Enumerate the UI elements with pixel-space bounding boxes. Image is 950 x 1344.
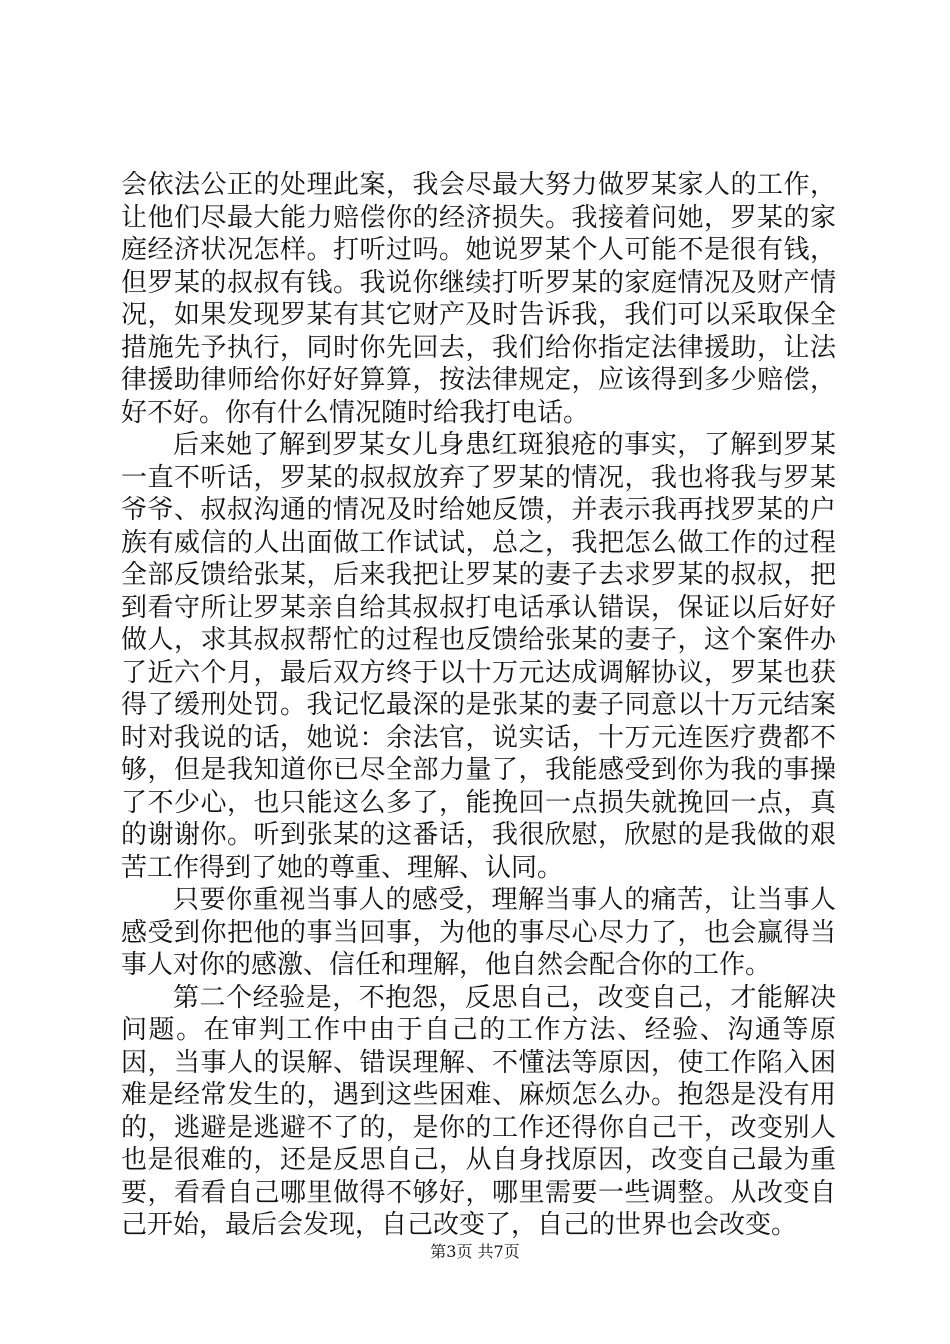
paragraph-1: 会依法公正的处理此案，我会尽最大努力做罗某家人的工作，让他们尽最大能力赔偿你的经济损失。我接着问她，罗某的家庭经济状况怎样。打听过吗。她说罗某个人可能不是很有钱，但罗某的叔叔有钱。我说你继续打听罗某的家庭情况及财产情况，如果发现罗某有其它财产及时告诉我，我们可以采取保全措施先予执行，同时你先回去，我们给你指定法律援助，让法律援助律师给你好好算算，按法律规定，应该得到多少赔偿，好不好。你有什么情况随时给我打电话。: [121, 170, 836, 428]
paragraph-2: 后来她了解到罗某女儿身患红斑狼疮的事实，了解到罗某一直不听话，罗某的叔叔放弃了罗某的情况，我也将我与罗某爷爷、叔叔沟通的情况及时给她反馈，并表示我再找罗某的户族有威信的人出面做工作试试，总之，我把怎么做工作的过程全部反馈给张某，后来我把让罗某的妻子去求罗某的叔叔，把到看守所让罗某亲自给其叔叔打电话承认错误，保证以后好好做人，求其叔叔帮忙的过程也反馈给张某的妻子，这个案件办了近六个月，最后双方终于以十万元达成调解协议，罗某也获得了缓刑处罚。我记忆最深的是张某的妻子同意以十万元结案时对我说的话，她说：余法官，说实话，十万元连医疗费都不够，但是我知道你已尽全部力量了，我能感受到你为我的事操了不少心，也只能这么多了，能挽回一点损失就挽回一点，真的谢谢你。听到张某的这番话，我很欣慰，欣慰的是我做的艰苦工作得到了她的尊重、理解、认同。: [121, 430, 836, 883]
page-number-footer: 第3页 共7页: [430, 1242, 520, 1261]
paragraph-4: 第二个经验是，不抱怨，反思自己，改变自己，才能解决问题。在审判工作中由于自己的工作方法、经验、沟通等原因，当事人的误解、错误理解、不懂法等原因，使工作陷入困难是经常发生的，遇到这些困难、麻烦怎么办。抱怨是没有用的，逃避是逃避不了的，是你的工作还得你自己干，改变别人也是很难的，还是反思自己，从自身找原因，改变自己最为重要，看看自己哪里做得不够好，哪里需要一些调整。从改变自己开始，最后会发现，自己改变了，自己的世界也会改变。: [121, 982, 836, 1240]
paragraph-3: 只要你重视当事人的感受，理解当事人的痛苦，让当事人感受到你把他的事当回事，为他的事尽心尽力了，也会赢得当事人对你的感激、信任和理解，他自然会配合你的工作。: [121, 885, 836, 980]
document-body: [121, 169, 836, 1242]
